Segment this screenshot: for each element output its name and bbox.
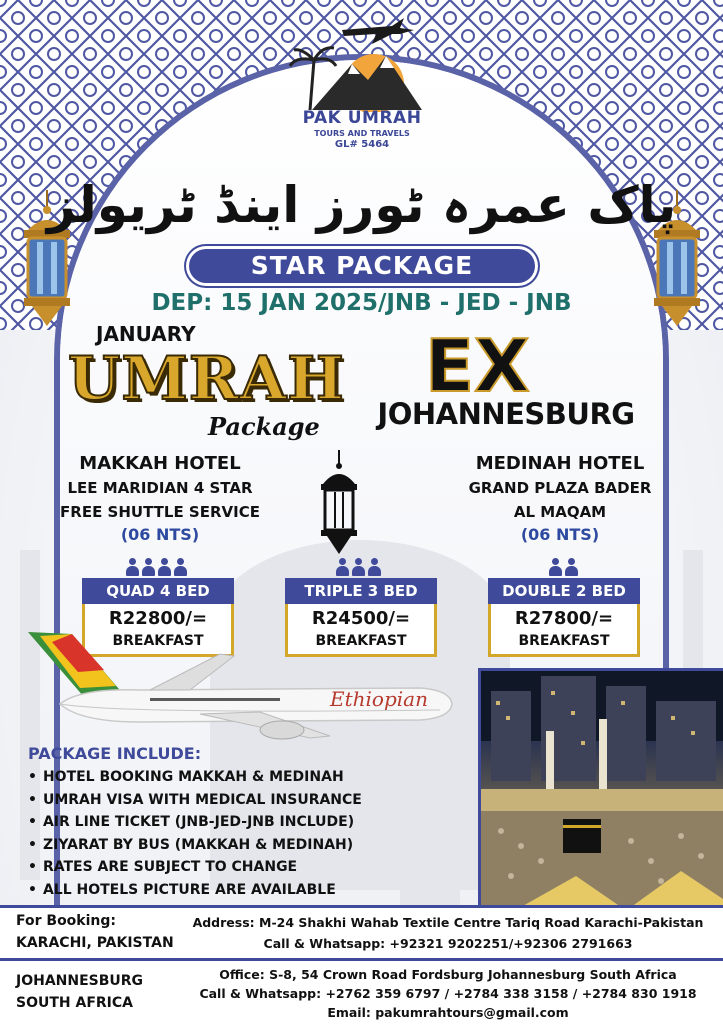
departure-line: DEP: 15 JAN 2025/JNB - JED - JNB (151, 290, 572, 316)
promo-city: JOHANNESBURG (377, 397, 635, 431)
promo-package-word: Package (208, 412, 320, 441)
promo-ex: EX (425, 324, 530, 408)
medinah-hotel-block (430, 452, 690, 546)
room-meal: BREAKFAST (518, 633, 610, 649)
list-item: • UMRAH VISA WITH MEDICAL INSURANCE (28, 789, 362, 812)
promo-month: JANUARY (96, 322, 196, 346)
pakistan-phone[interactable]: Call & Whatsapp: +92321 9202251/+92306 2791663 (263, 936, 633, 951)
room-label: DOUBLE 2 BED (488, 578, 640, 604)
kaaba-photo (478, 668, 723, 907)
logo-subtitle: TOURS AND TRAVELS (314, 129, 410, 138)
list-item: • HOTEL BOOKING MAKKAH & MEDINAH (28, 766, 362, 789)
list-item: • ALL HOTELS PICTURE ARE AVAILABLE (28, 879, 362, 902)
room-price: R22800/= (108, 608, 208, 629)
triple-occupancy-icons (335, 558, 383, 578)
makkah-hotel-line2: FREE SHUTTLE SERVICE (60, 503, 260, 521)
sa-office: Office: S-8, 54 Crown Road Fordsburg Johannesburg South Africa (219, 967, 677, 982)
sa-city-line2: SOUTH AFRICA (16, 995, 133, 1011)
lantern-center-icon (317, 450, 361, 560)
room-label: QUAD 4 BED (82, 578, 234, 604)
inclusions-list (28, 766, 362, 901)
person-icon (141, 558, 155, 576)
logo-name: PAK UMRAH (302, 108, 422, 128)
urdu-title: پاک عمرہ ٹورز اینڈ ٹریولز (46, 176, 677, 234)
sa-city-line1: JOHANNESBURG (16, 973, 144, 989)
room-meal: BREAKFAST (112, 633, 204, 649)
logo-license: GL# 5464 (334, 139, 390, 150)
quad-occupancy-icons (125, 558, 189, 578)
medinah-hotel-line2: AL MAQAM (513, 503, 607, 521)
company-logo (282, 12, 442, 152)
makkah-hotel-nights: (06 NTS) (120, 525, 200, 544)
inclusions-title: PACKAGE INCLUDE: (28, 744, 202, 763)
pakistan-address: Address: M-24 Shakhi Wahab Textile Centre Tariq Road Karachi-Pakistan (192, 915, 704, 930)
person-icon (564, 558, 578, 576)
room-price: R27800/= (514, 608, 614, 629)
booking-label: For Booking: (16, 913, 116, 929)
medinah-hotel-line1: GRAND PLAZA BADER (468, 479, 652, 497)
person-icon (125, 558, 139, 576)
package-badge: STAR PACKAGE (189, 249, 535, 283)
sa-email[interactable]: Email: pakumrahtours@gmail.com (327, 1005, 569, 1020)
logo-emblem-icon (282, 12, 442, 112)
person-icon (335, 558, 349, 576)
makkah-hotel-line1: LEE MARIDIAN 4 STAR (67, 479, 253, 497)
room-meal: BREAKFAST (315, 633, 407, 649)
list-item: • ZIYARAT BY BUS (MAKKAH & MEDINAH) (28, 834, 362, 857)
airline-name: Ethiopian (330, 687, 428, 711)
makkah-hotel-title: MAKKAH HOTEL (79, 453, 241, 474)
person-icon (367, 558, 381, 576)
sa-phone[interactable]: Call & Whatsapp: +2762 359 6797 / +2784 338 3158 / +2784 830 1918 (199, 986, 697, 1001)
room-card-double (488, 578, 640, 660)
room-label: TRIPLE 3 BED (285, 578, 437, 604)
makkah-hotel-block (40, 452, 280, 546)
airplane-image (20, 626, 460, 746)
promo-umrah: UMRAH (68, 344, 345, 414)
contact-footer (0, 905, 723, 1024)
room-price: R24500/= (311, 608, 411, 629)
person-icon (351, 558, 365, 576)
medinah-hotel-title: MEDINAH HOTEL (475, 453, 645, 474)
person-icon (173, 558, 187, 576)
double-occupancy-icons (548, 558, 580, 578)
list-item: • AIR LINE TICKET (JNB-JED-JNB INCLUDE) (28, 811, 362, 834)
list-item: • RATES ARE SUBJECT TO CHANGE (28, 856, 362, 879)
footer-row-pakistan (0, 905, 723, 958)
pakistan-city: KARACHI, PAKISTAN (16, 935, 174, 951)
person-icon (157, 558, 171, 576)
person-icon (548, 558, 562, 576)
footer-row-south-africa (0, 958, 723, 1024)
medinah-hotel-nights: (06 NTS) (520, 525, 600, 544)
